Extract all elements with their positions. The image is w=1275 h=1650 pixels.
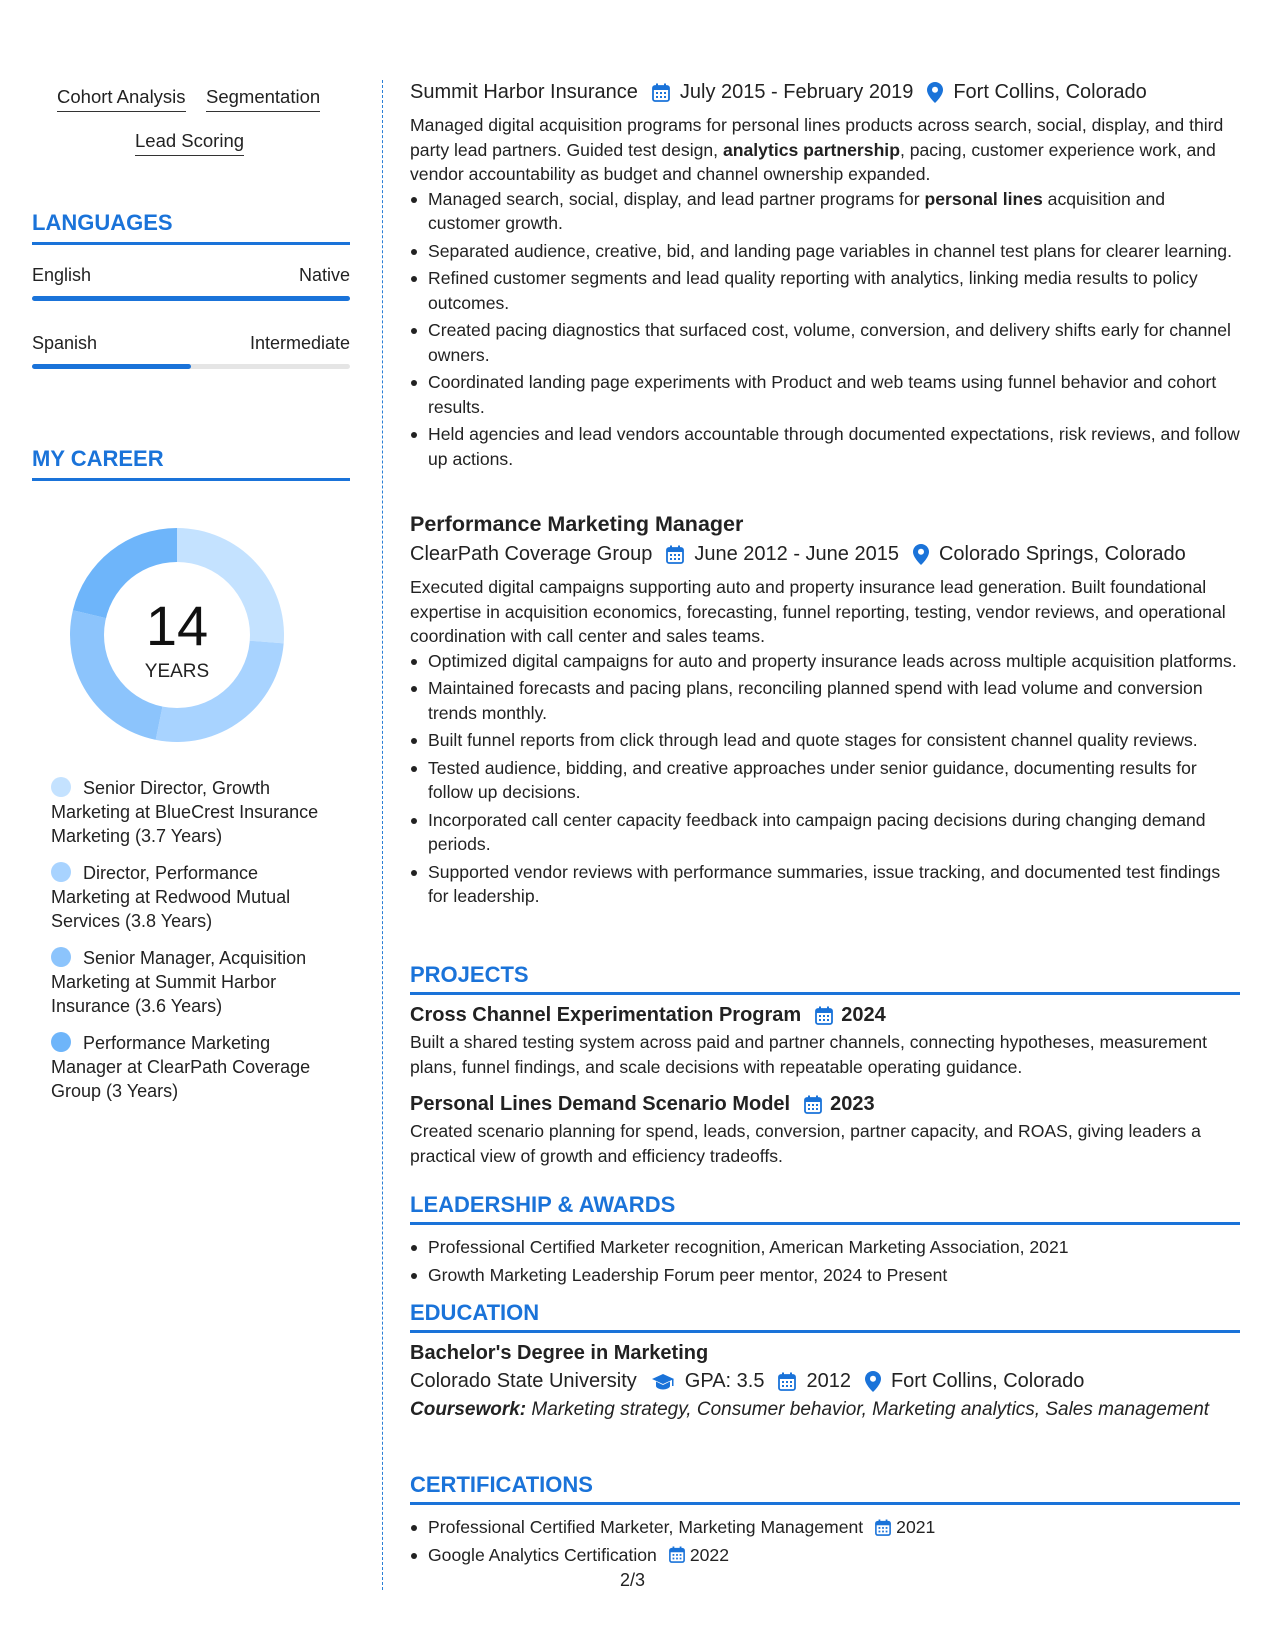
experience-entry <box>410 81 1240 474</box>
certification-name: Google Analytics Certification <box>428 1544 657 1565</box>
language-level: Intermediate <box>249 333 350 353</box>
calendar-icon <box>815 1006 833 1025</box>
calendar-icon <box>875 1519 891 1536</box>
career-total-unit: YEARS <box>144 661 210 682</box>
job-bullet: Coordinated landing page experiments with Product and web teams using funnel behavior and cohort results. <box>428 370 1240 419</box>
degree-title: Bachelor's Degree in Marketing <box>410 1342 709 1364</box>
language-level: Native <box>298 265 350 285</box>
location-pin-icon <box>927 82 943 103</box>
project-title-line <box>410 1004 1240 1027</box>
career-legend-text: Senior Manager, Acquisition Marketing at Summit Harbor Insurance (3.6 Years) <box>51 948 307 1016</box>
legend-dot <box>51 777 71 797</box>
skill-tag: Segmentation <box>206 86 320 112</box>
career-legend-text: Performance Marketing Manager at ClearPath Coverage Group (3 Years) <box>51 1033 311 1101</box>
award-item: Professional Certified Marketer recognition, American Marketing Association, 2021 <box>428 1235 1240 1260</box>
awards-list <box>410 1235 1240 1287</box>
calendar-icon <box>778 1372 796 1391</box>
awards-heading: LEADERSHIP & AWARDS <box>410 1192 1240 1225</box>
language-proficiency-fill <box>32 364 191 369</box>
calendar-icon <box>652 83 670 102</box>
summary-text: , pacing, customer experience work, and vendor accountability as budget and channel ownership expanded. <box>410 139 1216 184</box>
projects-heading: PROJECTS <box>410 962 1240 995</box>
legend-dot <box>51 862 71 882</box>
graduation-cap-icon <box>651 1373 675 1391</box>
career-donut-chart <box>64 522 290 748</box>
certifications-heading: CERTIFICATIONS <box>410 1472 1240 1505</box>
language-proficiency-bar <box>32 296 350 301</box>
company-name: Summit Harbor Insurance <box>410 81 638 103</box>
career-legend-item <box>51 946 341 1018</box>
location-pin-icon <box>913 544 929 565</box>
language-row <box>32 265 350 286</box>
school-location: Fort Collins, Colorado <box>890 1370 1085 1392</box>
education-meta-line <box>410 1370 1240 1393</box>
award-item: Growth Marketing Leadership Forum peer mentor, 2024 to Present <box>428 1263 1240 1288</box>
skill-tag: Lead Scoring <box>135 130 244 156</box>
job-location: Colorado Springs, Colorado <box>938 543 1186 565</box>
calendar-icon <box>666 545 684 564</box>
school-name: Colorado State University <box>410 1370 637 1392</box>
certification-year: 2021 <box>896 1517 936 1537</box>
certification-year: 2022 <box>689 1544 729 1565</box>
job-summary: Executed digital campaigns supporting auto and property insurance lead generation. Built foundational expertise in acquisition economics, forecasting, funnel reporting, testing, vendor reviews, and operational coordination with call center and sales teams. <box>410 577 1226 646</box>
project-title: Personal Lines Demand Scenario Model <box>410 1093 791 1115</box>
job-bullet: Maintained forecasts and pacing plans, reconciling planned spend with lead volume and conversion trends monthly. <box>428 676 1240 725</box>
certifications-list <box>410 1515 1240 1567</box>
language-name: English <box>32 265 92 285</box>
summary-text: Managed digital acquisition programs for personal lines products across search, social, display, and third party lead partners. Guided test design, <box>410 115 1224 160</box>
job-location: Fort Collins, Colorado <box>953 81 1147 103</box>
summary-bold-text: analytics partnership <box>722 139 900 160</box>
calendar-icon <box>669 1546 685 1563</box>
job-bullet: Refined customer segments and lead quality reporting with analytics, linking media results to policy outcomes. <box>428 266 1240 315</box>
job-bullet: Incorporated call center capacity feedback into campaign pacing decisions during changing demand periods. <box>428 808 1240 857</box>
language-proficiency-fill <box>32 296 350 301</box>
page-number: 2/3 <box>620 1570 646 1590</box>
languages-heading: LANGUAGES <box>32 210 350 245</box>
coursework <box>410 1398 1240 1422</box>
skill-tag: Cohort Analysis <box>57 86 186 112</box>
project-title-line <box>410 1093 1240 1116</box>
job-title: Performance Marketing Manager <box>410 512 744 536</box>
location-pin-icon <box>865 1371 881 1392</box>
projects-section <box>410 962 1240 1168</box>
gpa: GPA: 3.5 <box>684 1370 765 1392</box>
career-legend-item <box>51 776 341 848</box>
legend-dot <box>51 1032 71 1052</box>
experience-entry <box>410 512 1240 912</box>
calendar-icon <box>804 1095 822 1114</box>
career-legend-text: Senior Director, Growth Marketing at BlueCrest Insurance Marketing (3.7 Years) <box>51 778 319 846</box>
project-description: Built a shared testing system across paid and partner channels, connecting hypotheses, measurement plans, funnel findings, and scale decisions with repeatable operating guidance. <box>410 1032 1208 1077</box>
job-dates: July 2015 - February 2019 <box>679 81 914 103</box>
job-bullet: Supported vendor reviews with performance summaries, issue tracking, and documented test findings for leadership. <box>428 860 1240 909</box>
job-bullet: Tested audience, bidding, and creative approaches under senior guidance, documenting results for follow up decisions. <box>428 756 1240 805</box>
certifications-section <box>410 1472 1240 1570</box>
education-heading: EDUCATION <box>410 1300 1240 1333</box>
job-bullets <box>410 649 1240 909</box>
language-row <box>32 333 350 354</box>
job-bullet: Created pacing diagnostics that surfaced cost, volume, conversion, and delivery shifts early for channel owners. <box>428 318 1240 367</box>
career-legend-item <box>51 861 341 933</box>
certification-item <box>428 1515 1240 1540</box>
job-bullet: Optimized digital campaigns for auto and property insurance leads across multiple acquisition platforms. <box>428 649 1240 674</box>
career-heading: MY CAREER <box>32 446 350 481</box>
legend-dot <box>51 947 71 967</box>
language-name: Spanish <box>32 333 98 353</box>
career-total-number: 14 <box>145 594 209 657</box>
job-bullet: Managed search, social, display, and lead partner programs for personal lines acquisition and customer growth. <box>428 187 1240 236</box>
project-year: 2024 <box>841 1004 886 1026</box>
job-meta-line <box>410 543 1240 566</box>
project-year: 2023 <box>830 1093 875 1115</box>
job-meta-line <box>410 81 1240 104</box>
language-proficiency-bar <box>32 364 350 369</box>
graduation-year: 2012 <box>806 1370 851 1392</box>
coursework-label: Coursework: <box>410 1399 527 1420</box>
job-bullet: Held agencies and lead vendors accountable through documented expectations, risk reviews, and follow up actions. <box>428 422 1240 471</box>
job-bullet: Separated audience, creative, bid, and landing page variables in channel test plans for clearer learning. <box>428 239 1240 264</box>
certification-name: Professional Certified Marketer, Marketing Management <box>428 1517 864 1537</box>
job-bullet: Built funnel reports from click through lead and quote stages for consistent channel quality reviews. <box>428 728 1240 753</box>
career-legend-text: Director, Performance Marketing at Redwood Mutual Services (3.8 Years) <box>51 863 291 931</box>
job-dates: June 2012 - June 2015 <box>694 543 899 565</box>
education-section <box>410 1300 1240 1422</box>
coursework-text: Marketing strategy, Consumer behavior, Marketing analytics, Sales management <box>526 1399 1210 1420</box>
company-name: ClearPath Coverage Group <box>410 543 653 565</box>
job-bullets <box>410 187 1240 472</box>
column-divider <box>382 80 383 1590</box>
certification-item <box>428 1543 1240 1568</box>
awards-section <box>410 1192 1240 1290</box>
project-title: Cross Channel Experimentation Program <box>410 1004 802 1026</box>
job-summary <box>410 113 1240 187</box>
project-description: Created scenario planning for spend, leads, conversion, partner capacity, and ROAS, giving leaders a practical view of growth and efficiency tradeoffs. <box>410 1121 1201 1166</box>
career-legend-item <box>51 1031 341 1103</box>
